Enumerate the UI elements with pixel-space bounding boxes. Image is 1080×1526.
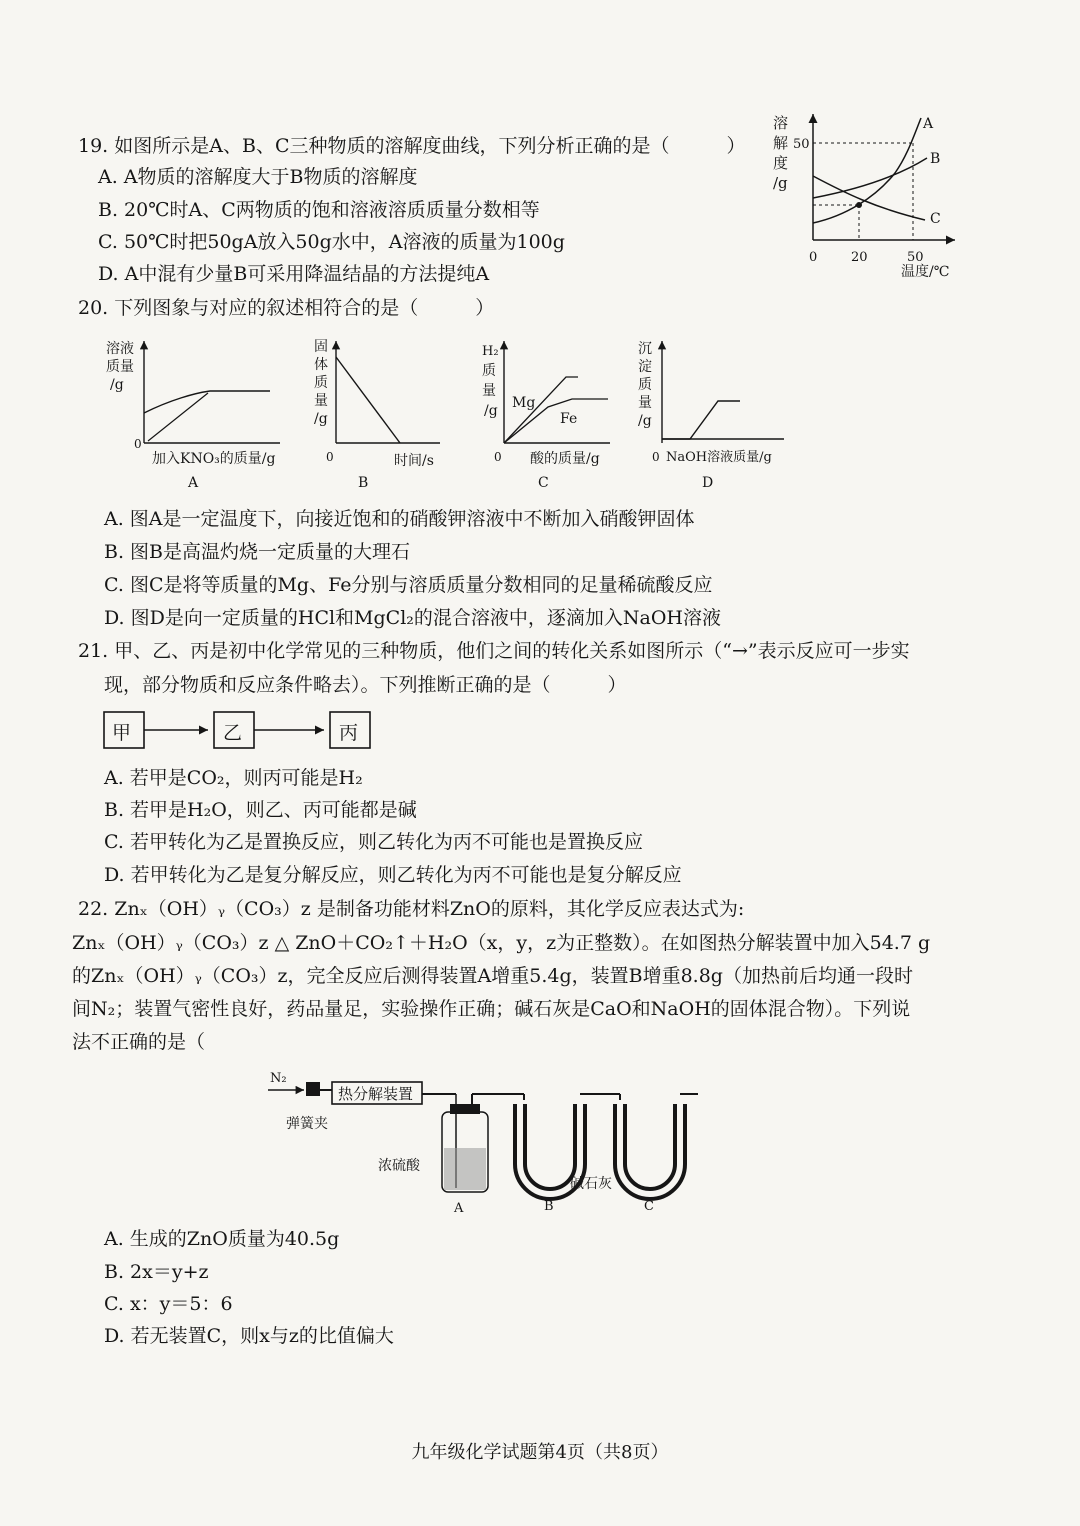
q19-option-c: C. 50℃时把50gA放入50g水中，A溶液的质量为100g [98, 231, 565, 253]
q20-b-letter: B [358, 475, 369, 491]
q20-graph-a [106, 340, 280, 491]
q22-line3: 的Znₓ（OH）ᵧ（CO₃）z，完全反应后测得装置A增重5.4g，装置B增重8.8g（加热前后均通一段时 [72, 965, 913, 987]
q19-stem: 19. 如图所示是A、B、C三种物质的溶解度曲线，下列分析正确的是（ ） [78, 135, 746, 157]
q20-a-line [148, 393, 208, 441]
q20-d-ylabel-3: 质 [638, 377, 652, 393]
q20-c-ylabel-3: 量 [482, 383, 496, 399]
q22-option-b: B. 2x＝y+z [104, 1261, 209, 1283]
q20-d-ylabel-5: /g [638, 413, 652, 429]
q21-box-yi-label: 乙 [223, 722, 243, 744]
q22-lime-label: 碱石灰 [570, 1176, 612, 1192]
q20-c-ylabel-4: /g [484, 403, 498, 419]
page-footer: 九年级化学试题第4页（共8页） [411, 1442, 669, 1463]
q20-b-line [336, 357, 400, 443]
q21-option-b: B. 若甲是H₂O，则乙、丙可能都是碱 [104, 799, 417, 821]
q19-option-d: D. A中混有少量B可采用降温结晶的方法提纯A [98, 263, 490, 285]
q20-c-fe-label: Fe [560, 411, 578, 427]
q20-graphs [100, 335, 800, 495]
q20-a-ylabel-3: /g [110, 377, 124, 393]
q22-utube-c [620, 1104, 680, 1194]
q22-acid-label: 浓硫酸 [378, 1158, 420, 1174]
q22-line4: 间N₂；装置气密性良好，药品量足，实验操作正确；碱石灰是CaO和NaOH的固体混合物）。下列说 [72, 998, 911, 1020]
q20-c-ylabel-2: 质 [482, 363, 496, 379]
q20-d-ylabel-4: 量 [638, 395, 652, 411]
q19-curve-b [813, 158, 927, 198]
q22-label-b: B [544, 1199, 554, 1214]
q19-xtick-20: 20 [851, 250, 868, 265]
q22-line1: 22. Znₓ（OH）ᵧ（CO₃）z 是制备功能材料ZnO的原料，其化学反应表达式为: [78, 898, 745, 920]
q20-b-ylabel-5: /g [314, 411, 328, 427]
q20-b-xlabel: 时间/s [394, 453, 434, 469]
q20-c-letter: C [538, 475, 549, 491]
q20-a-letter: A [188, 475, 199, 491]
q22-apparatus-diagram [262, 1068, 702, 1218]
q22-option-a: A. 生成的ZnO质量为40.5g [104, 1228, 340, 1250]
q20-graph-d [638, 341, 784, 491]
q22-line5: 法不正确的是（ [72, 1031, 206, 1053]
q22-bottle-a-stopper [450, 1104, 480, 1114]
q20-b-ylabel-2: 体 [314, 357, 328, 373]
q20-d-origin: 0 [652, 450, 660, 464]
q21-option-d: D. 若甲转化为乙是复分解反应，则乙转化为丙不可能也是复分解反应 [104, 864, 682, 886]
q20-option-c: C. 图C是将等质量的Mg、Fe分别与溶质质量分数相同的足量稀硫酸反应 [104, 574, 713, 596]
q21-stem-line2: 现，部分物质和反应条件略去）。下列推断正确的是（ ） [104, 674, 627, 696]
q21-option-a: A. 若甲是CO₂，则丙可能是H₂ [104, 767, 363, 789]
q22-gas-label: N₂ [270, 1071, 287, 1086]
q19-option-a: A. A物质的溶解度大于B物质的溶解度 [98, 166, 418, 188]
q21-stem-line1: 21. 甲、乙、丙是初中化学常见的三种物质，他们之间的转化关系如图所示（“→”表示反应可一步实 [78, 640, 910, 662]
q20-graph-b [314, 339, 440, 491]
q20-c-ylabel-1: H₂ [482, 344, 499, 359]
q19-ylabel-3: 度 [773, 154, 789, 172]
q21-box-bing-label: 丙 [339, 722, 359, 744]
q22-label-c: C [644, 1199, 654, 1214]
q20-option-d: D. 图D是向一定质量的HCl和MgCl₂的混合溶液中，逐滴加入NaOH溶液 [104, 607, 722, 629]
q20-option-a: A. 图A是一定温度下，向接近饱和的硝酸钾溶液中不断加入硝酸钾固体 [104, 508, 695, 530]
q22-option-c: C. x：y＝5：6 [104, 1293, 233, 1315]
q19-option-b: B. 20℃时A、C两物质的饱和溶液溶质质量分数相等 [98, 199, 540, 221]
q20-b-ylabel-4: 量 [314, 393, 328, 409]
q20-b-ylabel-1: 固 [314, 339, 328, 355]
q19-ylabel-4: /g [773, 174, 788, 192]
q22-clamp-icon [306, 1082, 320, 1096]
q20-c-origin: 0 [494, 450, 502, 464]
q20-d-ylabel-1: 沉 [638, 341, 652, 357]
q20-a-xlabel: 加入KNO₃的质量/g [152, 451, 276, 467]
q20-b-origin: 0 [326, 450, 334, 464]
q20-graph-c [482, 341, 610, 491]
q22-heater-label: 热分解装置 [338, 1085, 414, 1103]
q20-d-xlabel: NaOH溶液质量/g [666, 450, 772, 465]
q22-option-d: D. 若无装置C，则x与z的比值偏大 [104, 1325, 394, 1347]
q19-xtick-50: 50 [907, 250, 924, 265]
q19-series-b: B [930, 151, 941, 167]
q19-xtick-0: 0 [809, 250, 818, 265]
q19-ylabel-2: 解 [773, 134, 789, 152]
q20-b-ylabel-3: 质 [314, 375, 328, 391]
q20-a-ylabel-1: 溶液 [106, 341, 134, 357]
q20-d-ylabel-2: 淀 [638, 359, 652, 375]
q20-c-xlabel: 酸的质量/g [530, 451, 600, 467]
q20-option-b: B. 图B是高温灼烧一定质量的大理石 [104, 541, 411, 563]
q21-option-c: C. 若甲转化为乙是置换反应，则乙转化为丙不可能也是置换反应 [104, 831, 643, 853]
q19-intersection-point [856, 202, 862, 208]
q22-clamp-label: 弹簧夹 [286, 1116, 328, 1132]
q20-a-ylabel-2: 质量 [106, 359, 134, 375]
q19-ylabel-1: 溶 [773, 114, 789, 132]
q20-d-letter: D [702, 475, 714, 491]
q21-box-jia-label: 甲 [112, 722, 132, 744]
q21-flow-diagram [100, 708, 380, 756]
q22-label-a: A [454, 1201, 464, 1216]
q20-stem: 20. 下列图象与对应的叙述相符合的是（ ） [78, 297, 495, 319]
q19-xlabel: 温度/℃ [901, 264, 950, 280]
q19-series-c: C [930, 211, 941, 227]
q20-d-line [662, 401, 740, 439]
q19-series-a: A [923, 116, 934, 132]
q22-acid-liquid [444, 1148, 486, 1190]
q22-line2: Znₓ（OH）ᵧ（CO₃）z △ ZnO＋CO₂↑＋H₂O（x，y，z为正整数）。在如图热分解装置中加入54.7 g [72, 932, 931, 954]
q20-c-mg-label: Mg [512, 395, 536, 411]
q19-ytick-50: 50 [793, 137, 810, 152]
q19-solubility-chart [765, 108, 975, 283]
q20-a-origin: 0 [134, 437, 142, 451]
